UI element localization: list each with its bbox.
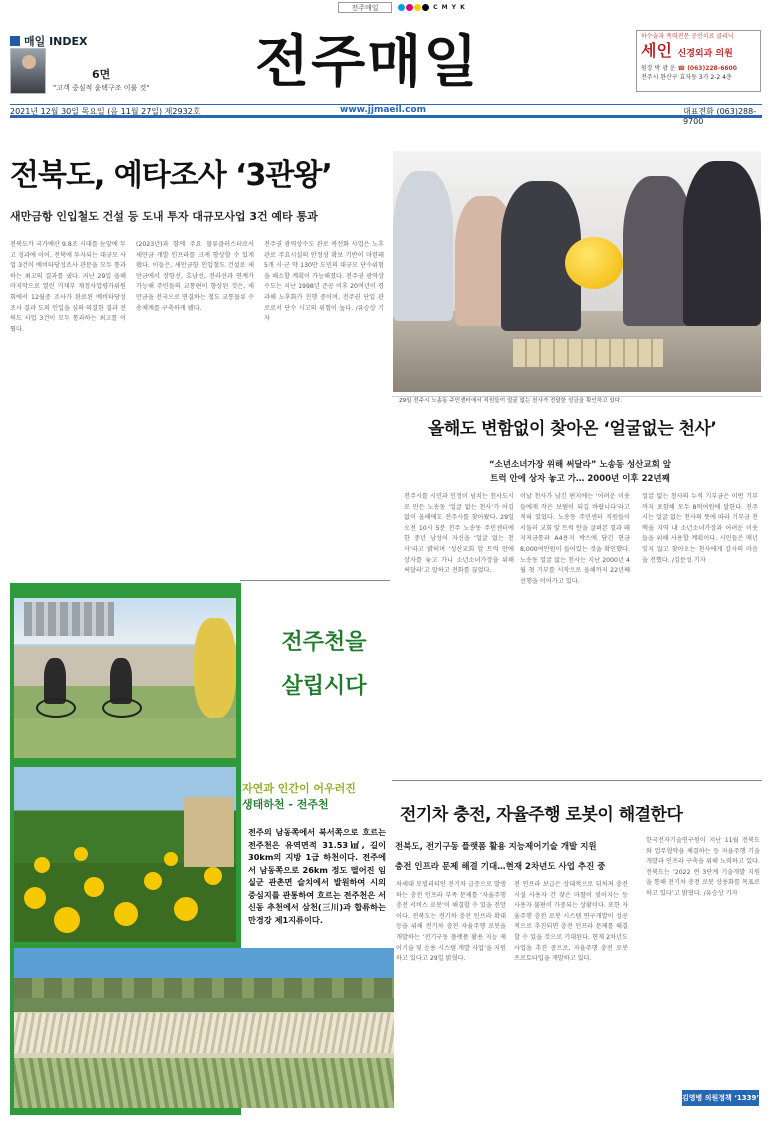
top-tag: 전주매일 [338, 2, 392, 13]
ad-address: 전주시 완산구 효자동 3가 2-2 4층 [641, 74, 732, 81]
angel-sub2: 트럭 안에 상자 놓고 가… 2000년 이후 22년째 [490, 474, 670, 484]
ad-tel-number: ☎ (063)228-6600 [677, 65, 737, 72]
index-photo [10, 48, 46, 94]
cash-bundles [513, 339, 663, 367]
ad-sub2: 생태하천 - 전주천 [242, 798, 329, 811]
angel-body-col1: 전주시를 시민과 인정이 넘치는 천사도시로 만든 노송동 ‘얼굴 없는 천사’가 어김없이 올해에도 전주시를 찾아왔다. 29일 오전 10시 5분 전주 노송동 주민센터에 한 중년 남성이 자신을 ‘얼굴 없는 천사’라고 밝히며 ‘성산교회 앞 트럭 안에 상자를 놓고 가니 소년소녀가장을 위해 써달라’고 말하고 전화를 끊었다. [404, 493, 514, 575]
main-subheadline: 새만금항 인입철도 건설 등 도내 투자 대규모사업 3건 예타 통과 [10, 210, 318, 223]
index-desc: "고객 중심적 윤택구조 이룰 것" [53, 84, 150, 92]
robot-headline: 전기차 충전, 자율주행 로봇이 해결한다 [400, 805, 683, 825]
ad-body: 전주의 남동쪽에서 북서쪽으로 흐르는 전주천은 유역면적 31.53㎢, 길이 30km의 지방 1급 하천이다. 전주에서 남동쪽으로 26km 정도 떨어진 임실군 관촌면 슬치에서 발원하여 시의 중심지를 관통하여 흐르는 전주천은 서신동 추천에서 삼천(三川)과 합류하는 만경강 제1지류이다. [248, 827, 386, 925]
photo-caption: 29일 전주시 노송동 주민센터에서 직원들이 얼굴 없는 천사가 전달한 성금을 확인하고 있다. [399, 398, 622, 404]
ad-sub1: 자연과 인간이 어우러진 [242, 782, 356, 795]
phone-number: 대표전화 (063)288-9700 [683, 107, 757, 126]
angel-donation-photo [393, 151, 761, 392]
ad-tel [641, 64, 756, 73]
main-body-col1: 전북도가 국가예산 9.8조 시대를 눈앞에 두고 성과에 이어, 전북에 투자되는 대규모 사업 3건이 예비타당성조사 관문을 모두 통과하는 최고의 결과를 냈다. 지난 29일 올해 마지막으로 열린 기재부 재정사업평가위원회에서 12월중 조사가 완료된 예비타당성조사 결과 도의 인입을 심의·의결한 결과 전북도 사업 3건이 모두 통과하는 최고를 이뤘다. [10, 241, 126, 333]
ad-tel-label: 원장 박 광 운 [641, 65, 676, 72]
main-body-col2: (2023년)과 함께 주요 물류클러스터로서 새만금 개발 인프라를 크게 향상할 수 있게 됐다. 이들은, 새만금항 인입철도 건설로 새만금에서 장항선, 호남선, 전라선과 연계가 가능해 주민들의 교통편이 향상된 것은, 새만금을 전국으로 연결하는 철도 교통물류 수송체계를 구축하게 됐다. [136, 241, 254, 312]
index-page[interactable]: 6면 [92, 68, 111, 81]
ad-title-line2: 살립시다 [281, 674, 367, 699]
river-photo [14, 948, 394, 1108]
rule [392, 780, 762, 781]
robot-body-col3: 한국전자기술연구원이 지난 11월 전북도와 업무협약을 체결하는 등 자율주행 기술개발과 인프라 구축을 위해 노력하고 있다. 전북도는 ‘2022 연 3단계 기술개발 지원을 통해 전기차 충전 로봇 상용화를 목표로 하고 있다’고 밝혔다. /유승상 기자 [646, 837, 760, 897]
ad-title-line1: 전주천을 [281, 630, 367, 655]
cmyk-label: C M Y K [433, 4, 466, 11]
clinic-ad[interactable] [636, 30, 761, 92]
flowers-photo [14, 767, 236, 942]
ad-brand-name: 세인 [641, 41, 672, 60]
ad-brand [641, 41, 756, 64]
rule [392, 396, 762, 397]
robot-body-col2: 전 인프라 보급은 상대적으로 뒤처져 충전시설 사용자 간 잦은 마찰이 빚어지는 등 사용자 불편이 가중되는 상황이다. 또한 자율주행 충전 로봇 시스템 연구개발이 성공적으로 추진되면 충전 인프라 문제를 해결할 수 있을 것으로 기대된다. 현재 2차년도 사업을 추진 중으로, 자율주행 충전 로봇 프로토타입을 개발하고 있다. [514, 881, 628, 963]
angel-sub1: “소년소녀가장 위해 써달라” 노송동 성산교회 앞 [489, 460, 671, 470]
index-heading-label: 매일 INDEX [24, 35, 88, 48]
issue-date: 2021년 12월 30일 목요일 (음 11월 27일) 제2932호 [10, 107, 201, 116]
cmyk-marks [398, 4, 466, 11]
index-heading [10, 33, 120, 49]
cycling-photo [14, 598, 236, 758]
angel-headline: 올해도 변함없이 찾아온 ‘얼굴없는 천사’ [428, 419, 717, 439]
index-square-icon [10, 36, 20, 46]
main-body-col3: 전주권 광역상수도 관로 복선화 사업은 노후관로 주요시설의 안정성 확보 기반이 마련돼 5개 시·군 약 130만 도민의 대규모 단수위험을 해소할 계획이 가능해졌다. 전주권 광역상수도는 지난 1998년 준공 이후 20여년이 경과해 노후화가 진행 중이며, 전주권 단일 관로로서 단수 시고의 위험이 높다. /유승상 기자 [264, 241, 384, 323]
angel-body-col2: 이날 천사가 남긴 편지에는 ‘어려운 이웃들에게 작은 보탬이 되길 바랍니다’라고 적혀 있었다. 노송동 주민센터 직원들이 서둘러 교회 앞 트럭 안을 살펴본 결과 돼지저금통과 A4용지 박스에 담긴 현금 8,000여만원이 들어있는 것을 확인했다. 노송동 얼굴 없는 천사는 지난 2000년 4월 첫 기부를 시작으로 올해까지 22년째 선행을 이어가고 있다. [520, 493, 630, 585]
robot-body-col1: 차세대 모빌리티인 전기차 급증으로 발생하는 충전 인프라 부족 문제를 ‘자율주행 충전 서비스 로봇’이 해결할 수 있을 전망이다. 전북도는 전기차 충전 인프라 확대 등을 위해 전기차 충전 자율주행 로봇을 개발하는 ‘전기구동 플랫폼 활용 지능 제어기술 및 운용 시스템 개발 사업’을 지원하고 있다고 29일 밝혔다. [396, 881, 506, 963]
piggy-bank-icon [565, 237, 623, 289]
robot-sub1: 전북도, 전기구동 플랫폼 활용 지능제어기술 개발 지원 [395, 842, 597, 852]
ad-small: 하수술과 폭력전문 공인치료 클리닉 [641, 33, 734, 40]
angel-body-col3: 얼굴 없는 천사의 누적 기부금은 이번 기부까지 포함해 모두 8억여원에 달한다. 전주시는 얼굴 없는 천사의 뜻에 따라 기부금 전액을 지역 내 소년소녀가장과 어려운 이웃들을 위해 사용할 계획이다. 시민들은 매년 잊지 않고 찾아오는 천사에게 감사의 마음을 전했다. /김문성 기자 [642, 493, 758, 564]
robot-sub2: 충전 인프라 문제 해결 기대…현재 2차년도 사업 추진 중 [395, 862, 606, 872]
masthead: 전주매일 [255, 30, 480, 95]
ad-brand-sub: 신경외과 의원 [677, 49, 733, 59]
website-link[interactable]: www.jjmaeil.com [340, 105, 426, 115]
robot-tag[interactable]: 김영병 의원정책 ‘1339’ 분 [682, 1090, 759, 1106]
rule [240, 580, 390, 581]
main-headline: 전북도, 예타조사 ‘3관왕’ [10, 158, 332, 193]
